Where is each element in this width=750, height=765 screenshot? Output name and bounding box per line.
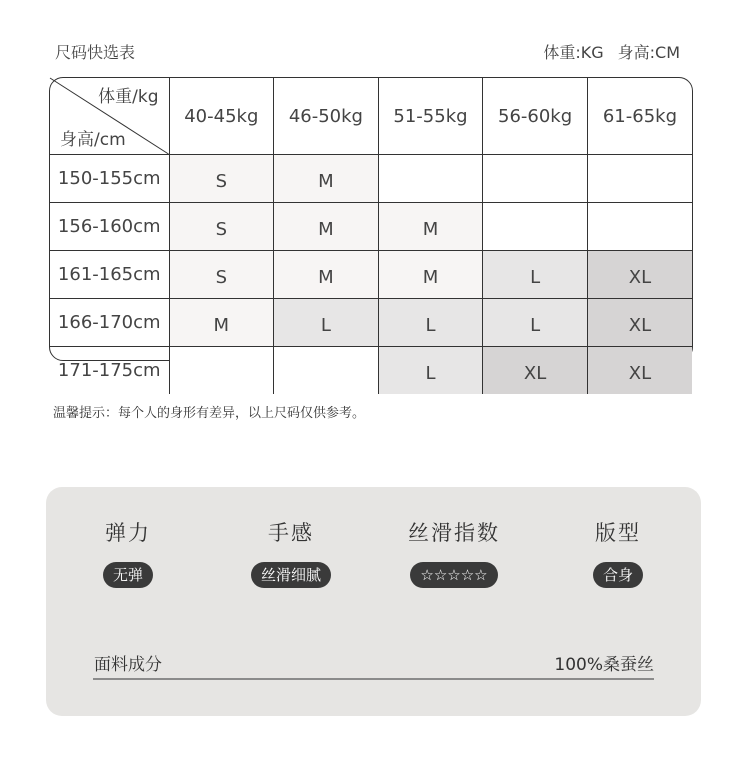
size-cell: XL xyxy=(587,251,692,299)
star-rating-badge: ☆☆☆☆☆ xyxy=(410,562,497,588)
attribute-label: 丝滑指数 xyxy=(408,521,500,545)
size-cell: M xyxy=(378,251,483,299)
size-cell: M xyxy=(274,155,379,203)
column-header: 40-45kg xyxy=(169,78,274,155)
column-header: 46-50kg xyxy=(274,78,379,155)
attribute-fit xyxy=(543,517,693,588)
size-cell xyxy=(483,203,588,251)
size-cell xyxy=(274,347,379,395)
row-header: 171-175cm xyxy=(50,347,169,395)
attribute-label: 版型 xyxy=(595,521,641,545)
product-attributes-panel xyxy=(46,487,701,716)
column-header: 61-65kg xyxy=(587,78,692,155)
fabric-composition-value: 100%桑蚕丝 xyxy=(554,655,654,675)
attribute-hand-feel xyxy=(216,517,366,588)
chart-title: 尺码快选表 xyxy=(55,43,136,62)
attribute-smoothness xyxy=(379,517,529,588)
fabric-composition-label: 面料成分 xyxy=(94,655,162,675)
table-row xyxy=(50,203,692,251)
size-cell: L xyxy=(274,299,379,347)
size-cell: S xyxy=(169,251,274,299)
size-cell: M xyxy=(274,251,379,299)
size-cell: L xyxy=(378,299,483,347)
table-row xyxy=(50,347,692,395)
size-cell: S xyxy=(169,203,274,251)
attribute-value-badge: 丝滑细腻 xyxy=(251,562,331,588)
size-cell: S xyxy=(169,155,274,203)
fabric-divider xyxy=(93,678,654,680)
height-unit: 身高:CM xyxy=(617,43,680,62)
size-cell: XL xyxy=(587,299,692,347)
table-row xyxy=(50,251,692,299)
attribute-value-badge: 合身 xyxy=(593,562,643,588)
attribute-elasticity xyxy=(53,517,203,588)
size-table xyxy=(49,77,693,384)
corner-height-label: 身高/cm xyxy=(60,130,126,150)
unit-legend xyxy=(543,40,680,63)
size-cell: M xyxy=(378,203,483,251)
size-cell: L xyxy=(483,299,588,347)
table-row xyxy=(50,299,692,347)
size-cell: XL xyxy=(483,347,588,395)
fit-tip: 温馨提示：每个人的身形有差异，以上尺码仅供参考。 xyxy=(53,406,366,421)
row-header: 156-160cm xyxy=(50,203,169,251)
weight-unit: 体重:KG xyxy=(543,43,604,62)
table-corner xyxy=(50,78,169,155)
size-cell xyxy=(169,347,274,395)
attribute-value-badge: 无弹 xyxy=(103,562,153,588)
size-cell: XL xyxy=(587,347,692,395)
row-header: 166-170cm xyxy=(50,299,169,347)
size-cell xyxy=(587,155,692,203)
column-header: 51-55kg xyxy=(378,78,483,155)
attribute-label: 弹力 xyxy=(105,521,151,545)
row-header: 150-155cm xyxy=(50,155,169,203)
size-cell: M xyxy=(169,299,274,347)
size-cell xyxy=(587,203,692,251)
attribute-label: 手感 xyxy=(268,521,314,545)
size-cell xyxy=(483,155,588,203)
size-cell: M xyxy=(274,203,379,251)
size-cell: L xyxy=(483,251,588,299)
row-header: 161-165cm xyxy=(50,251,169,299)
table-header-row xyxy=(50,78,692,155)
size-cell xyxy=(378,155,483,203)
corner-weight-label: 体重/kg xyxy=(98,87,159,107)
column-header: 56-60kg xyxy=(483,78,588,155)
table-row xyxy=(50,155,692,203)
size-cell: L xyxy=(378,347,483,395)
